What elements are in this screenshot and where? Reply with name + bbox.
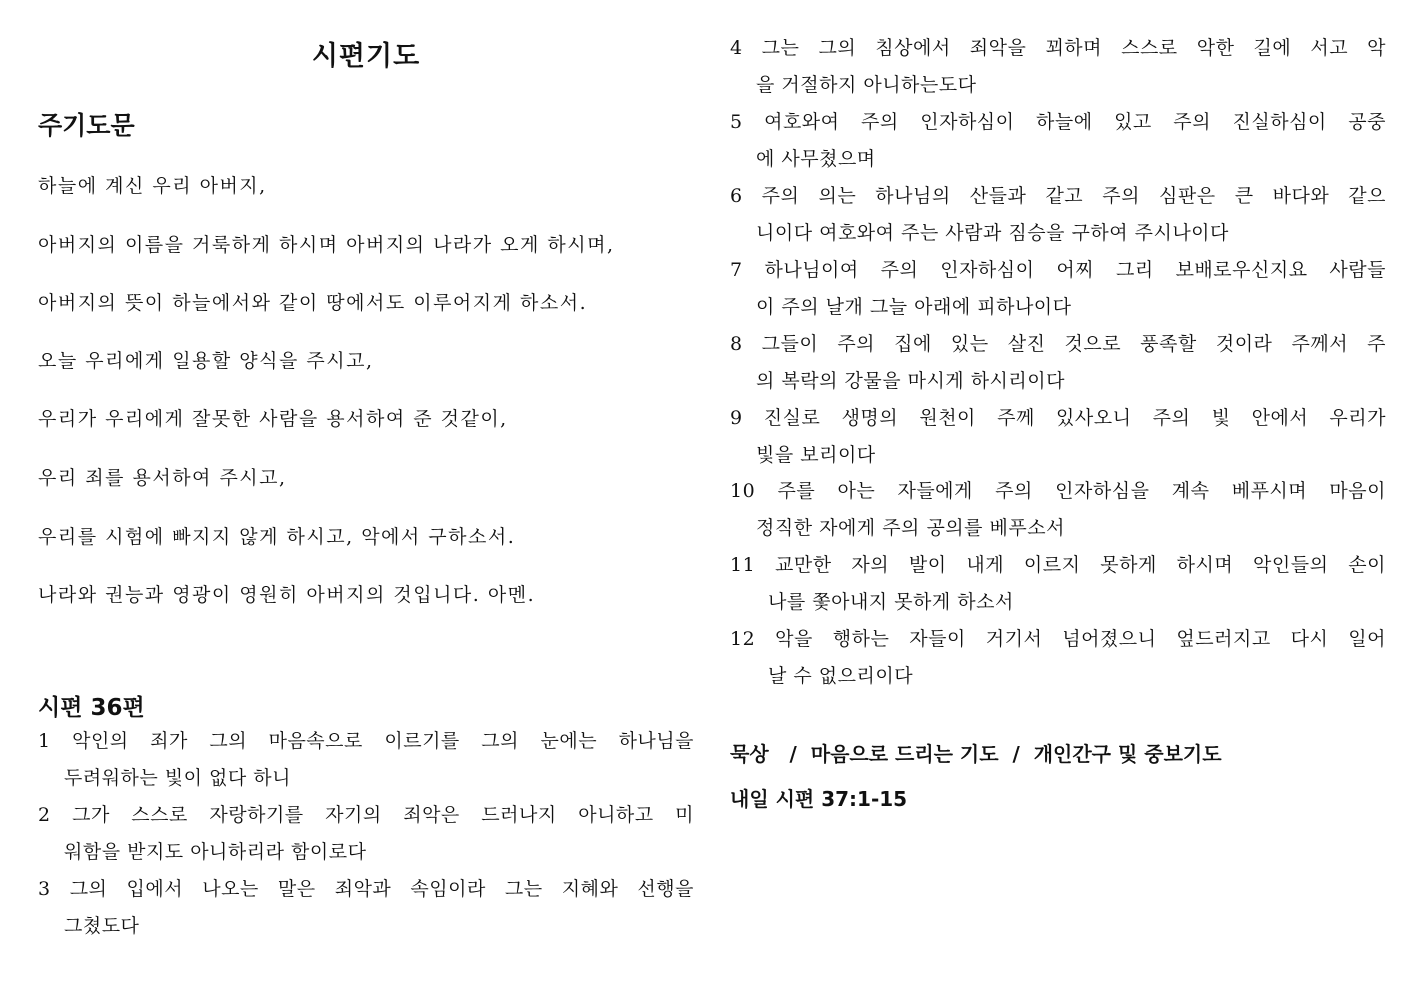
verse-continuation: 빛을 보리이다 <box>756 444 876 466</box>
lords-prayer-line: 오늘 우리에게 일용할 양식을 주시고, <box>38 350 374 372</box>
page-title: 시편기도 <box>311 41 421 72</box>
verse-line: 7 하나님이여 주의 인자하심이 어찌 그리 보배로우신지요 사람들 <box>730 259 1386 281</box>
psalm-verse <box>730 104 1386 178</box>
verse-line: 3 그의 입에서 나오는 말은 죄악과 속임이라 그는 지혜와 선행을 <box>38 878 694 900</box>
tomorrow-reading: 내일 시편 37:1-15 <box>730 787 908 811</box>
verse-continuation: 두려워하는 빛이 없다 하니 <box>64 767 292 789</box>
psalm-verse <box>730 473 1386 547</box>
verse-line: 5 여호와여 주의 인자하심이 하늘에 있고 주의 진실하심이 공중 <box>730 111 1386 133</box>
verse-line: 1 악인의 죄가 그의 마음속으로 이르기를 그의 눈에는 하나님을 <box>38 730 694 752</box>
psalm-verse <box>730 621 1386 695</box>
verse-continuation: 날 수 없으리이다 <box>768 665 914 687</box>
verse-continuation: 그쳤도다 <box>64 915 140 937</box>
verse-line: 9 진실로 생명의 원천이 주께 있사오니 주의 빛 안에서 우리가 <box>730 407 1386 429</box>
verse-line: 12 악을 행하는 자들이 거기서 넘어졌으니 엎드러지고 다시 일어 <box>730 628 1386 650</box>
lords-prayer-line: 우리를 시험에 빠지지 않게 하시고, 악에서 구하소서. <box>38 526 516 548</box>
verse-continuation: 을 거절하지 아니하는도다 <box>756 74 977 96</box>
lords-prayer-line: 아버지의 이름을 거룩하게 하시며 아버지의 나라가 오게 하시며, <box>38 234 615 256</box>
lords-prayer-line: 우리가 우리에게 잘못한 사람을 용서하여 준 것같이, <box>38 408 508 430</box>
psalm-verse <box>730 400 1386 474</box>
lords-prayer-line: 우리 죄를 용서하여 주시고, <box>38 467 287 489</box>
psalm-verse <box>730 547 1386 621</box>
verse-line: 8 그들이 주의 집에 있는 살진 것으로 풍족할 것이라 주께서 주 <box>730 333 1386 355</box>
psalm-verse <box>38 797 694 871</box>
lords-prayer-line: 나라와 권능과 영광이 영원히 아버지의 것입니다. 아멘. <box>38 584 536 606</box>
lords-prayer-line: 아버지의 뜻이 하늘에서와 같이 땅에서도 이루어지게 하소서. <box>38 292 588 314</box>
verse-continuation: 정직한 자에게 주의 공의를 베푸소서 <box>756 517 1065 539</box>
prayer-order-line: 묵상 / 마음으로 드리는 기도 / 개인간구 및 중보기도 <box>730 742 1222 766</box>
psalm-verse <box>730 252 1386 326</box>
verse-line: 11 교만한 자의 발이 내게 이르지 못하게 하시며 악인들의 손이 <box>730 554 1386 576</box>
verse-continuation: 이 주의 날개 그늘 아래에 피하나이다 <box>756 296 1072 318</box>
psalm-verse <box>38 723 694 797</box>
verse-continuation: 니이다 여호와여 주는 사람과 짐승을 구하여 주시나이다 <box>756 222 1229 244</box>
psalm-verse <box>730 178 1386 252</box>
verse-continuation: 워함을 받지도 아니하리라 함이로다 <box>64 841 367 863</box>
psalm-verse <box>730 326 1386 400</box>
verse-line: 6 주의 의는 하나님의 산들과 같고 주의 심판은 큰 바다와 같으 <box>730 185 1386 207</box>
verse-line: 10 주를 아는 자들에게 주의 인자하심을 계속 베푸시며 마음이 <box>730 480 1386 502</box>
psalm-verse <box>38 871 694 945</box>
verse-line: 2 그가 스스로 자랑하기를 자기의 죄악은 드러나지 아니하고 미 <box>38 804 694 826</box>
verse-line: 4 그는 그의 침상에서 죄악을 꾀하며 스스로 악한 길에 서고 악 <box>730 37 1386 59</box>
lords-prayer-line: 하늘에 계신 우리 아버지, <box>38 175 267 197</box>
verse-continuation: 에 사무쳤으며 <box>756 148 876 170</box>
psalm-heading: 시편 36편 <box>38 695 145 721</box>
verse-continuation: 나를 쫓아내지 못하게 하소서 <box>768 591 1014 613</box>
psalm-verse <box>730 30 1386 104</box>
lords-prayer-heading: 주기도문 <box>38 111 135 140</box>
verse-continuation: 의 복락의 강물을 마시게 하시리이다 <box>756 370 1065 392</box>
